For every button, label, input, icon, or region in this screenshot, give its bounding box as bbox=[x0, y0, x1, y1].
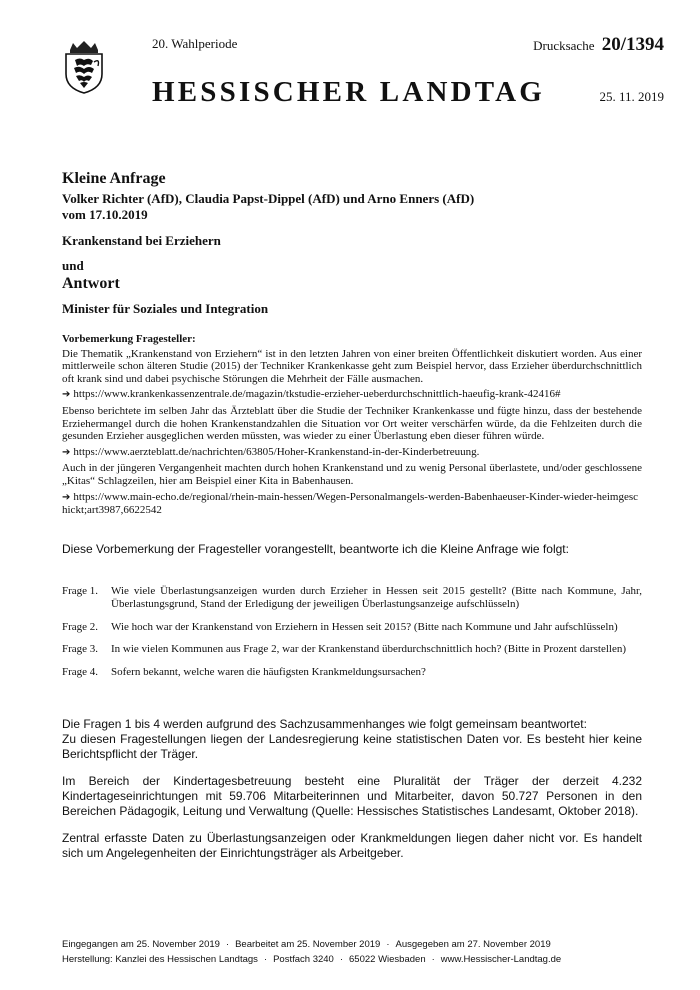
heading-minister: Minister für Soziales und Integration bbox=[62, 301, 269, 316]
source-link-2-text: https://www.aerzteblatt.de/nachrichten/63805/Hoher-Krankenstand-in-der-Kinderbetreuung. bbox=[73, 445, 480, 458]
vorbemerkung-paragraph-1: Die Thematik „Krankenstand von Erziehern“ ist in den letzten Jahren von einer breiten Öffentlichkeit diskutiert worden. Aus einer mittlerweile schon älteren Studie (2015) der Techniker Krankenkasse geht zum Beispiel hervor, dass Erzieher überdurchschnittlich oft krank sind und dabei psychische Störungen die Mehrheit der Fälle ausmachen. bbox=[62, 347, 642, 385]
question-label: Frage 4. bbox=[62, 666, 99, 679]
arrow-right-icon: ➔ bbox=[62, 491, 71, 503]
footer-eingegangen: Eingegangen am 25. November 2019 bbox=[62, 939, 220, 950]
drucksache-number: 20/1394 bbox=[601, 34, 664, 55]
landtag-title: HESSISCHER LANDTAG bbox=[152, 76, 546, 108]
hessen-coat-of-arms-icon bbox=[62, 40, 106, 94]
question-item bbox=[62, 643, 642, 656]
arrow-right-icon: ➔ bbox=[62, 389, 71, 401]
footer-line-1 bbox=[62, 937, 642, 952]
answer-paragraph-2: Zu diesen Fragestellungen liegen der Landesregierung keine statistischen Daten vor. Es besteht hier keine Berichtspflicht der Träger. bbox=[62, 732, 642, 761]
footer-herstellung: Herstellung: Kanzlei des Hessischen Landtags bbox=[62, 954, 258, 965]
footer-separator: · bbox=[339, 954, 344, 965]
document-footer bbox=[62, 937, 642, 967]
question-item bbox=[62, 666, 642, 679]
footer-separator: · bbox=[431, 954, 435, 965]
heading-date: vom 17.10.2019 bbox=[62, 207, 148, 222]
footer-line-2 bbox=[62, 952, 642, 967]
heading-authors: Volker Richter (AfD), Claudia Papst-Dippel (AfD) und Arno Enners (AfD) bbox=[62, 191, 475, 206]
footer-separator: · bbox=[225, 939, 230, 950]
answer-section bbox=[62, 717, 642, 861]
question-text: Sofern bekannt, welche waren die häufigsten Krankmeldungsursachen? bbox=[111, 666, 426, 679]
footer-ort: 65022 Wiesbaden bbox=[349, 954, 426, 965]
source-link-3[interactable] bbox=[62, 491, 642, 517]
vorbemerkung-paragraph-2: Ebenso berichtete im selben Jahr das Ärzteblatt über die Studie der Techniker Krankenkasse und fügte hinzu, dass der bestehende Erziehermangel durch die hohen Krankenstandzahlen die Situation vor Ort weiter verschärfen würde, da die Fehlzeiten durch die gesunden Erzieher ausgeglichen werden müssten, was wieder zu einer Überlastung eben dieser führen würde. bbox=[62, 404, 642, 443]
source-link-3-text: https://www.main-echo.de/regional/rhein-main-hessen/Wegen-Personalmangels-werden-Babenhaeuser-Kinder-wieder-heimgeschickt;art3987,6622542 bbox=[62, 490, 639, 517]
question-text: In wie vielen Kommunen aus Frage 2, war der Krankenstand überdurchschnittlich hoch? (Bitte in Prozent darstellen) bbox=[111, 643, 627, 656]
question-text: Wie viele Überlastungsanzeigen wurden durch Erzieher in Hessen seit 2015 gestellt? (Bitte nach Kommune, Jahr, Überlastungsgrund, Stand der Erledigung der jeweiligen Überlastungsanzeige aufschlüsseln) bbox=[111, 585, 642, 610]
question-item bbox=[62, 621, 642, 634]
footer-bearbeitet: Bearbeitet am 25. November 2019 bbox=[235, 939, 381, 950]
answer-paragraph-3: Im Bereich der Kindertagesbetreuung besteht eine Pluralität der Träger der derzeit 4.232 Kindertageseinrichtungen mit 59.706 Mitarbeiterinnen und Mitarbeiter, davon 50.727 Personen in den Bereichen Pädagogik, Leitung und Verwaltung (Quelle: Hessisches Statistisches Landesamt, Oktober 2018). bbox=[62, 774, 642, 818]
heading-answer: Antwort bbox=[62, 275, 120, 292]
drucksache-label bbox=[533, 34, 664, 56]
vorbemerkung-paragraph-3: Auch in der jüngeren Vergangenheit machten durch hohen Krankenstand und zu wenig Personal überlastete, und/oder geschlossene „Kitas“ Schlagzeilen, hier am Beispiel einer Kita in Babenhausen. bbox=[62, 462, 642, 487]
footer-postfach: Postfach 3240 bbox=[273, 954, 334, 965]
question-item bbox=[62, 585, 642, 611]
heading-title: Kleine Anfrage bbox=[62, 170, 166, 187]
answer-paragraph-1: Die Fragen 1 bis 4 werden aufgrund des Sachzusammenhanges wie folgt gemeinsam beantwortet: bbox=[62, 717, 587, 731]
vorbemerkung-section bbox=[62, 333, 642, 520]
question-text: Wie hoch war der Krankenstand von Erziehern in Hessen seit 2015? (Bitte nach Kommune und Jahr aufschlüsseln) bbox=[111, 620, 618, 633]
footer-website-link[interactable]: www.Hessischer-Landtag.de bbox=[440, 954, 562, 965]
footer-separator: · bbox=[386, 939, 390, 950]
footer-ausgegeben: Ausgegeben am 27. November 2019 bbox=[395, 939, 551, 950]
footer-separator: · bbox=[263, 954, 268, 965]
question-label: Frage 2. bbox=[62, 620, 99, 633]
question-label: Frage 3. bbox=[62, 643, 99, 656]
heading-und: und bbox=[62, 258, 84, 273]
question-label: Frage 1. bbox=[62, 585, 99, 597]
question-list bbox=[62, 585, 642, 689]
arrow-right-icon: ➔ bbox=[62, 446, 71, 458]
source-link-1[interactable] bbox=[62, 388, 642, 402]
source-link-1-text: https://www.krankenkassenzentrale.de/magazin/tkstudie-erzieher-ueberdurchschnittlich-haeufig-krank-42416# bbox=[73, 388, 561, 401]
document-heading bbox=[62, 170, 642, 317]
wahlperiode-label: 20. Wahlperiode bbox=[152, 36, 238, 51]
document-date: 25. 11. 2019 bbox=[599, 89, 664, 104]
source-link-2[interactable] bbox=[62, 446, 642, 460]
answer-paragraph-4: Zentral erfasste Daten zu Überlastungsanzeigen oder Krankmeldungen liegen daher nicht vor. Es handelt sich um Angelegenheiten der Einrichtungsträger als Arbeitgeber. bbox=[62, 831, 642, 860]
drucksache-prefix: Drucksache bbox=[533, 38, 595, 53]
vorbemerkung-title: Vorbemerkung Fragesteller: bbox=[62, 333, 196, 345]
answer-intro: Diese Vorbemerkung der Fragesteller vorangestellt, beantworte ich die Kleine Anfrage wie folgt: bbox=[62, 542, 569, 556]
heading-subject: Krankenstand bei Erziehern bbox=[62, 233, 221, 248]
